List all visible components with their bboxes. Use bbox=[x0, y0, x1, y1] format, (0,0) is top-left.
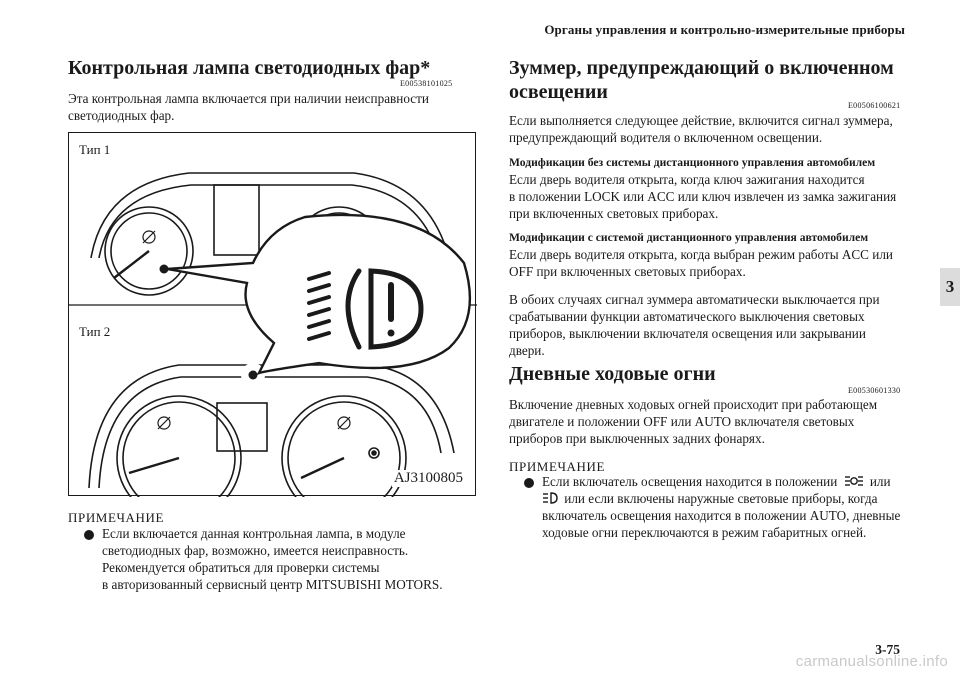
text-line: ходовые огни переключаются в режим габаритных огней. bbox=[542, 525, 867, 540]
text-line: светодиодных фар, возможно, имеется неисправность. bbox=[102, 543, 409, 558]
text-line: срабатывании функции автоматического выключения световых bbox=[509, 309, 865, 324]
drl-text bbox=[509, 396, 929, 447]
headlamp-icon bbox=[542, 492, 558, 504]
buzzer-intro bbox=[509, 112, 929, 146]
text-line bbox=[542, 473, 937, 490]
text-line: в авторизованный сервисный центр MITSUBISHI MOTORS. bbox=[102, 577, 443, 592]
bullet-icon bbox=[524, 478, 534, 488]
text-line: В обоих случаях сигнал зуммера автоматически выключается при bbox=[509, 292, 880, 307]
with-remote-text bbox=[509, 246, 929, 280]
text-line: предупреждающий водителя о включенном освещении. bbox=[509, 130, 823, 145]
callout-bubble bbox=[167, 215, 470, 373]
text-line: Если выполняется следующее действие, включится сигнал зуммера, bbox=[509, 113, 893, 128]
subheading-with-remote: Модификации с системой дистанционного управления автомобилем bbox=[509, 231, 869, 244]
drl-note bbox=[542, 473, 937, 541]
text-line: двигателе и положении OFF или AUTO включателя световых bbox=[509, 414, 855, 429]
section-heading-buzzer bbox=[509, 56, 894, 104]
led-lamp-note bbox=[102, 525, 482, 593]
text-line: двери. bbox=[509, 343, 545, 358]
text-line: приборов при выключенных задних фонарях. bbox=[509, 431, 765, 446]
text-segment: или bbox=[869, 474, 891, 489]
text-line: Эта контрольная лампа включается при наличии неисправности bbox=[68, 91, 429, 106]
figure-label-type1: Тип 1 bbox=[79, 142, 111, 157]
figure-id: AJ3100805 bbox=[393, 470, 463, 486]
instrument-cluster-figure bbox=[68, 132, 476, 496]
center-display-type1 bbox=[214, 185, 259, 255]
text-line: Рекомендуется обратиться для проверки системы bbox=[102, 560, 380, 575]
heading-line: Зуммер, предупреждающий о включенном bbox=[509, 57, 894, 79]
text-line: Если включается данная контрольная лампа, в модуле bbox=[102, 526, 406, 541]
bullet-icon bbox=[84, 530, 94, 540]
text-segment: или если включены наружные световые приборы, когда bbox=[564, 491, 878, 506]
buzzer-summary bbox=[509, 291, 929, 359]
text-line: светодиодных фар. bbox=[68, 108, 175, 123]
text-line: Включение дневных ходовых огней происходит при работающем bbox=[509, 397, 878, 412]
center-display-type2 bbox=[217, 403, 267, 451]
no-remote-text bbox=[509, 171, 929, 222]
subheading-no-remote: Модификации без системы дистанционного управления автомобилем bbox=[509, 156, 876, 169]
watermark: carmanualsonline.info bbox=[795, 653, 948, 670]
gauge-left-type2 bbox=[117, 396, 241, 497]
led-lamp-intro bbox=[68, 90, 488, 124]
section-code: E00530601330 bbox=[848, 386, 901, 395]
text-line: Если дверь водителя открыта, когда ключ зажигания находится bbox=[509, 172, 865, 187]
cluster-illustration bbox=[69, 133, 477, 497]
text-line: при включенных световых приборах. bbox=[509, 206, 719, 221]
running-header: Органы управления и контрольно-измерительные приборы bbox=[544, 22, 905, 37]
chapter-tab: 3 bbox=[940, 268, 960, 306]
text-line: приборов, выключении включателя освещения или закрывании bbox=[509, 326, 866, 341]
section-code: E00538101025 bbox=[400, 79, 453, 88]
text-line: Если дверь водителя открыта, когда выбран режим работы ACC или bbox=[509, 247, 893, 262]
indicator-dot-type2 bbox=[249, 371, 258, 380]
figure-label-type2: Тип 2 bbox=[79, 324, 111, 339]
section-heading-drl: Дневные ходовые огни bbox=[509, 363, 716, 385]
text-line: в положении LOCK или ACC или ключ извлечен из замка зажигания bbox=[509, 189, 897, 204]
note-title: ПРИМЕЧАНИЕ bbox=[68, 510, 165, 525]
text-line bbox=[542, 490, 937, 507]
note-title: ПРИМЕЧАНИЕ bbox=[509, 459, 606, 474]
text-line: OFF при включенных световых приборах. bbox=[509, 264, 746, 279]
heading-line: освещении bbox=[509, 81, 608, 103]
section-heading-led-lamp: Контрольная лампа светодиодных фар* bbox=[68, 57, 431, 79]
page-number: 3-75 bbox=[875, 642, 900, 657]
section-code: E00506100621 bbox=[848, 101, 901, 110]
position-lamp-icon bbox=[844, 475, 864, 487]
text-segment: Если включатель освещения находится в положении bbox=[542, 474, 838, 489]
text-line: включатель освещения находится в положении AUTO, дневные bbox=[542, 508, 901, 523]
